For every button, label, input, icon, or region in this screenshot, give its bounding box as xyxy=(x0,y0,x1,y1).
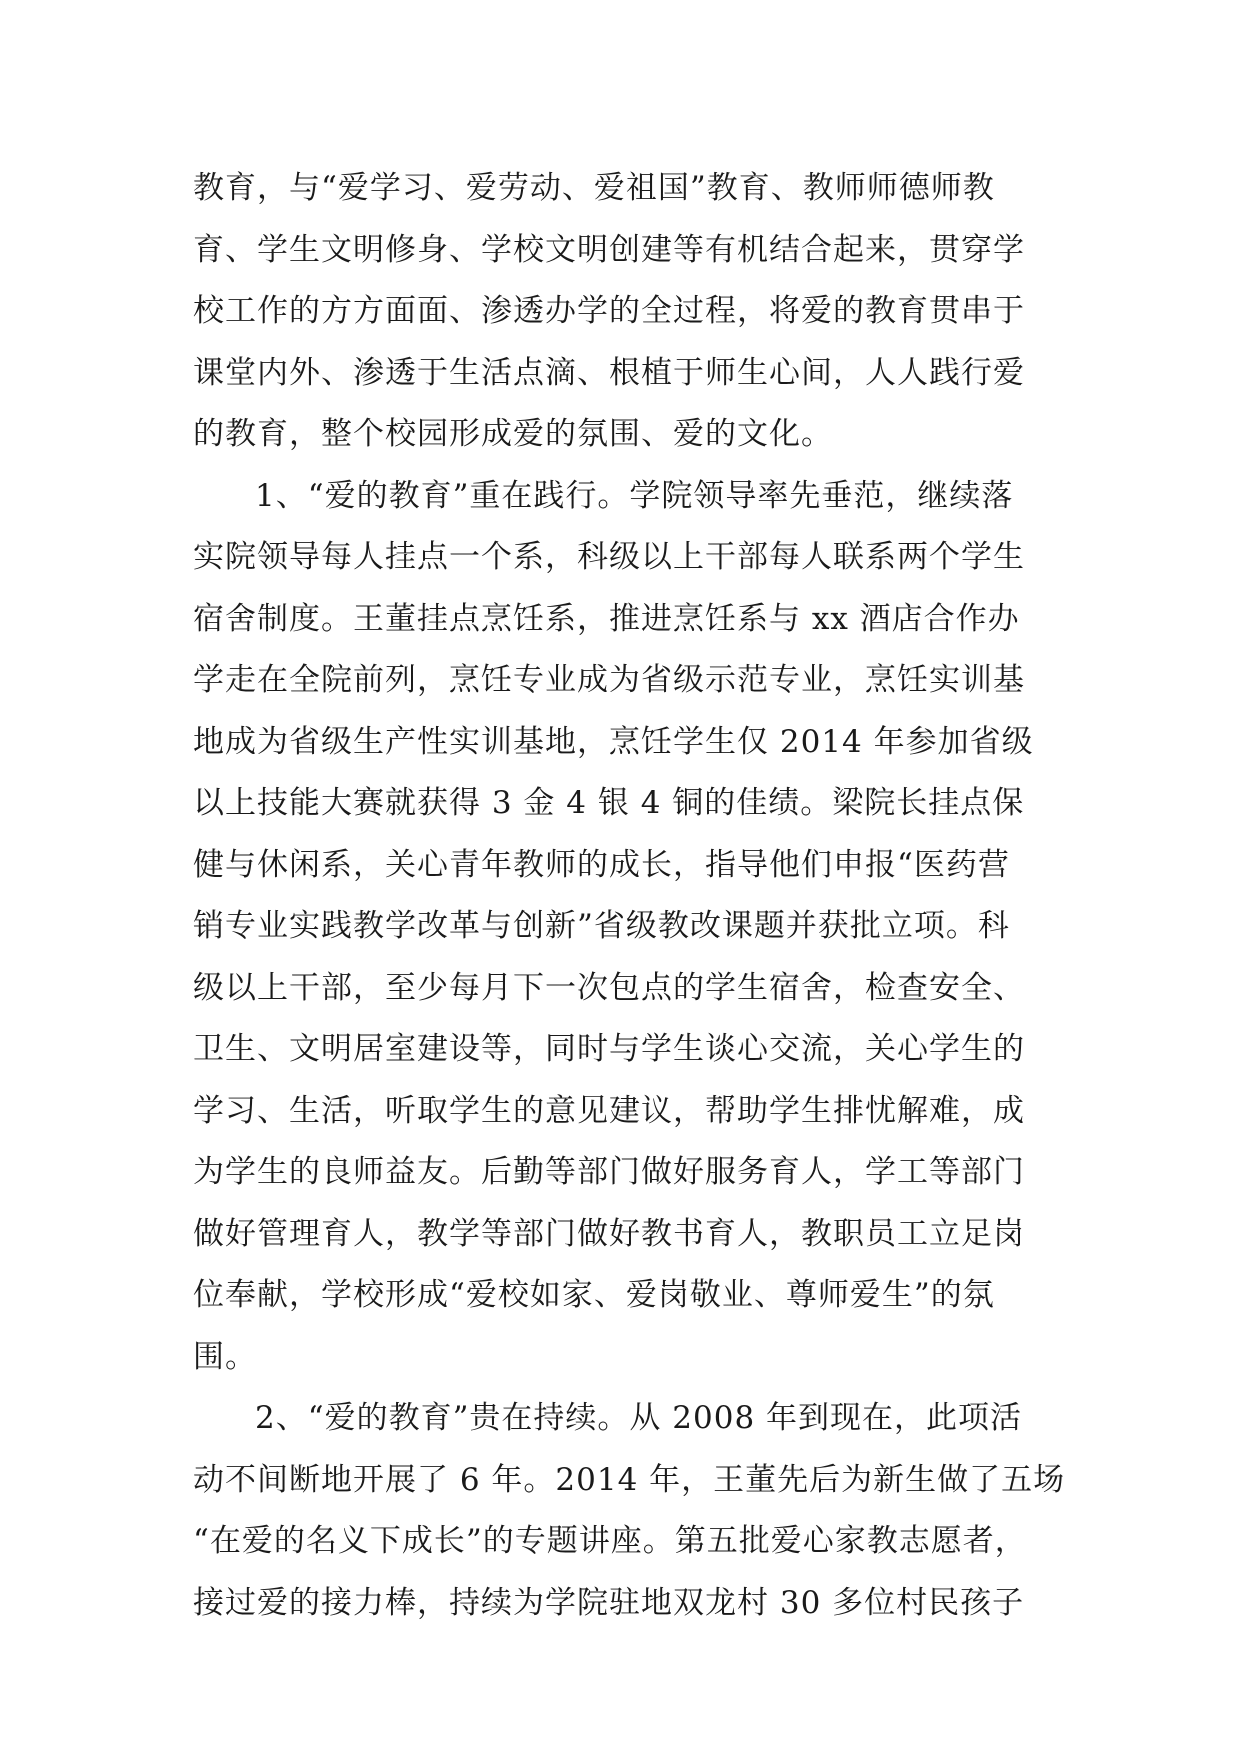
text-line: 宿舍制度。王董挂点烹饪系，推进烹饪系与 xx 酒店合作办 xyxy=(193,600,1020,637)
text-line: 2、“爱的教育”贵在持续。从 2008 年到现在，此项活 xyxy=(255,1400,1023,1436)
text-line: 位奉献，学校形成“爱校如家、爱岗敬业、尊师爱生”的氛 xyxy=(193,1277,995,1313)
text-line: 地成为省级生产性实训基地，烹饪学生仅 2014 年参加省级 xyxy=(193,723,1034,760)
text-line: 学习、生活，听取学生的意见建议，帮助学生排忧解难，成 xyxy=(193,1092,1025,1129)
text-line: 学走在全院前列，烹饪专业成为省级示范专业，烹饪实训基 xyxy=(193,662,1025,698)
text-line: 校工作的方方面面、渗透办学的全过程，将爱的教育贯串于 xyxy=(193,293,1025,329)
text-line: 教育，与“爱学习、爱劳动、爱祖国”教育、教师师德师教 xyxy=(193,170,995,206)
text-line: 1、“爱的教育”重在践行。学院领导率先垂范，继续落 xyxy=(255,477,1014,514)
text-line: 销专业实践教学改革与创新”省级教改课题并获批立项。科 xyxy=(193,908,1010,944)
text-line: 课堂内外、渗透于生活点滴、根植于师生心间，人人践行爱 xyxy=(193,354,1025,391)
text-line: 实院领导每人挂点一个系，科级以上干部每人联系两个学生 xyxy=(193,539,1025,575)
text-line: 做好管理育人，教学等部门做好教书育人，教职员工立足岗 xyxy=(193,1215,1025,1252)
text-line: 育、学生文明修身、学校文明创建等有机结合起来，贯穿学 xyxy=(193,231,1025,268)
document-body xyxy=(193,158,1066,1634)
text-line: “在爱的名义下成长”的专题讲座。第五批爱心家教志愿者， xyxy=(193,1523,1027,1559)
text-line: 围。 xyxy=(193,1338,257,1375)
text-line: 的教育，整个校园形成爱的氛围、爱的文化。 xyxy=(193,416,833,452)
text-line: 为学生的良师益友。后勤等部门做好服务育人，学工等部门 xyxy=(193,1154,1025,1190)
text-line: 以上技能大赛就获得 3 金 4 银 4 铜的佳绩。梁院长挂点保 xyxy=(193,785,1025,821)
text-line: 接过爱的接力棒，持续为学院驻地双龙村 30 多位村民孩子 xyxy=(193,1584,1025,1621)
text-line: 健与休闲系，关心青年教师的成长，指导他们申报“医药营 xyxy=(193,846,1010,883)
text-line: 动不间断地开展了 6 年。2014 年，王董先后为新生做了五场 xyxy=(193,1461,1066,1498)
text-line: 卫生、文明居室建设等，同时与学生谈心交流，关心学生的 xyxy=(193,1031,1025,1067)
text-line: 级以上干部，至少每月下一次包点的学生宿舍，检查安全、 xyxy=(193,969,1025,1006)
